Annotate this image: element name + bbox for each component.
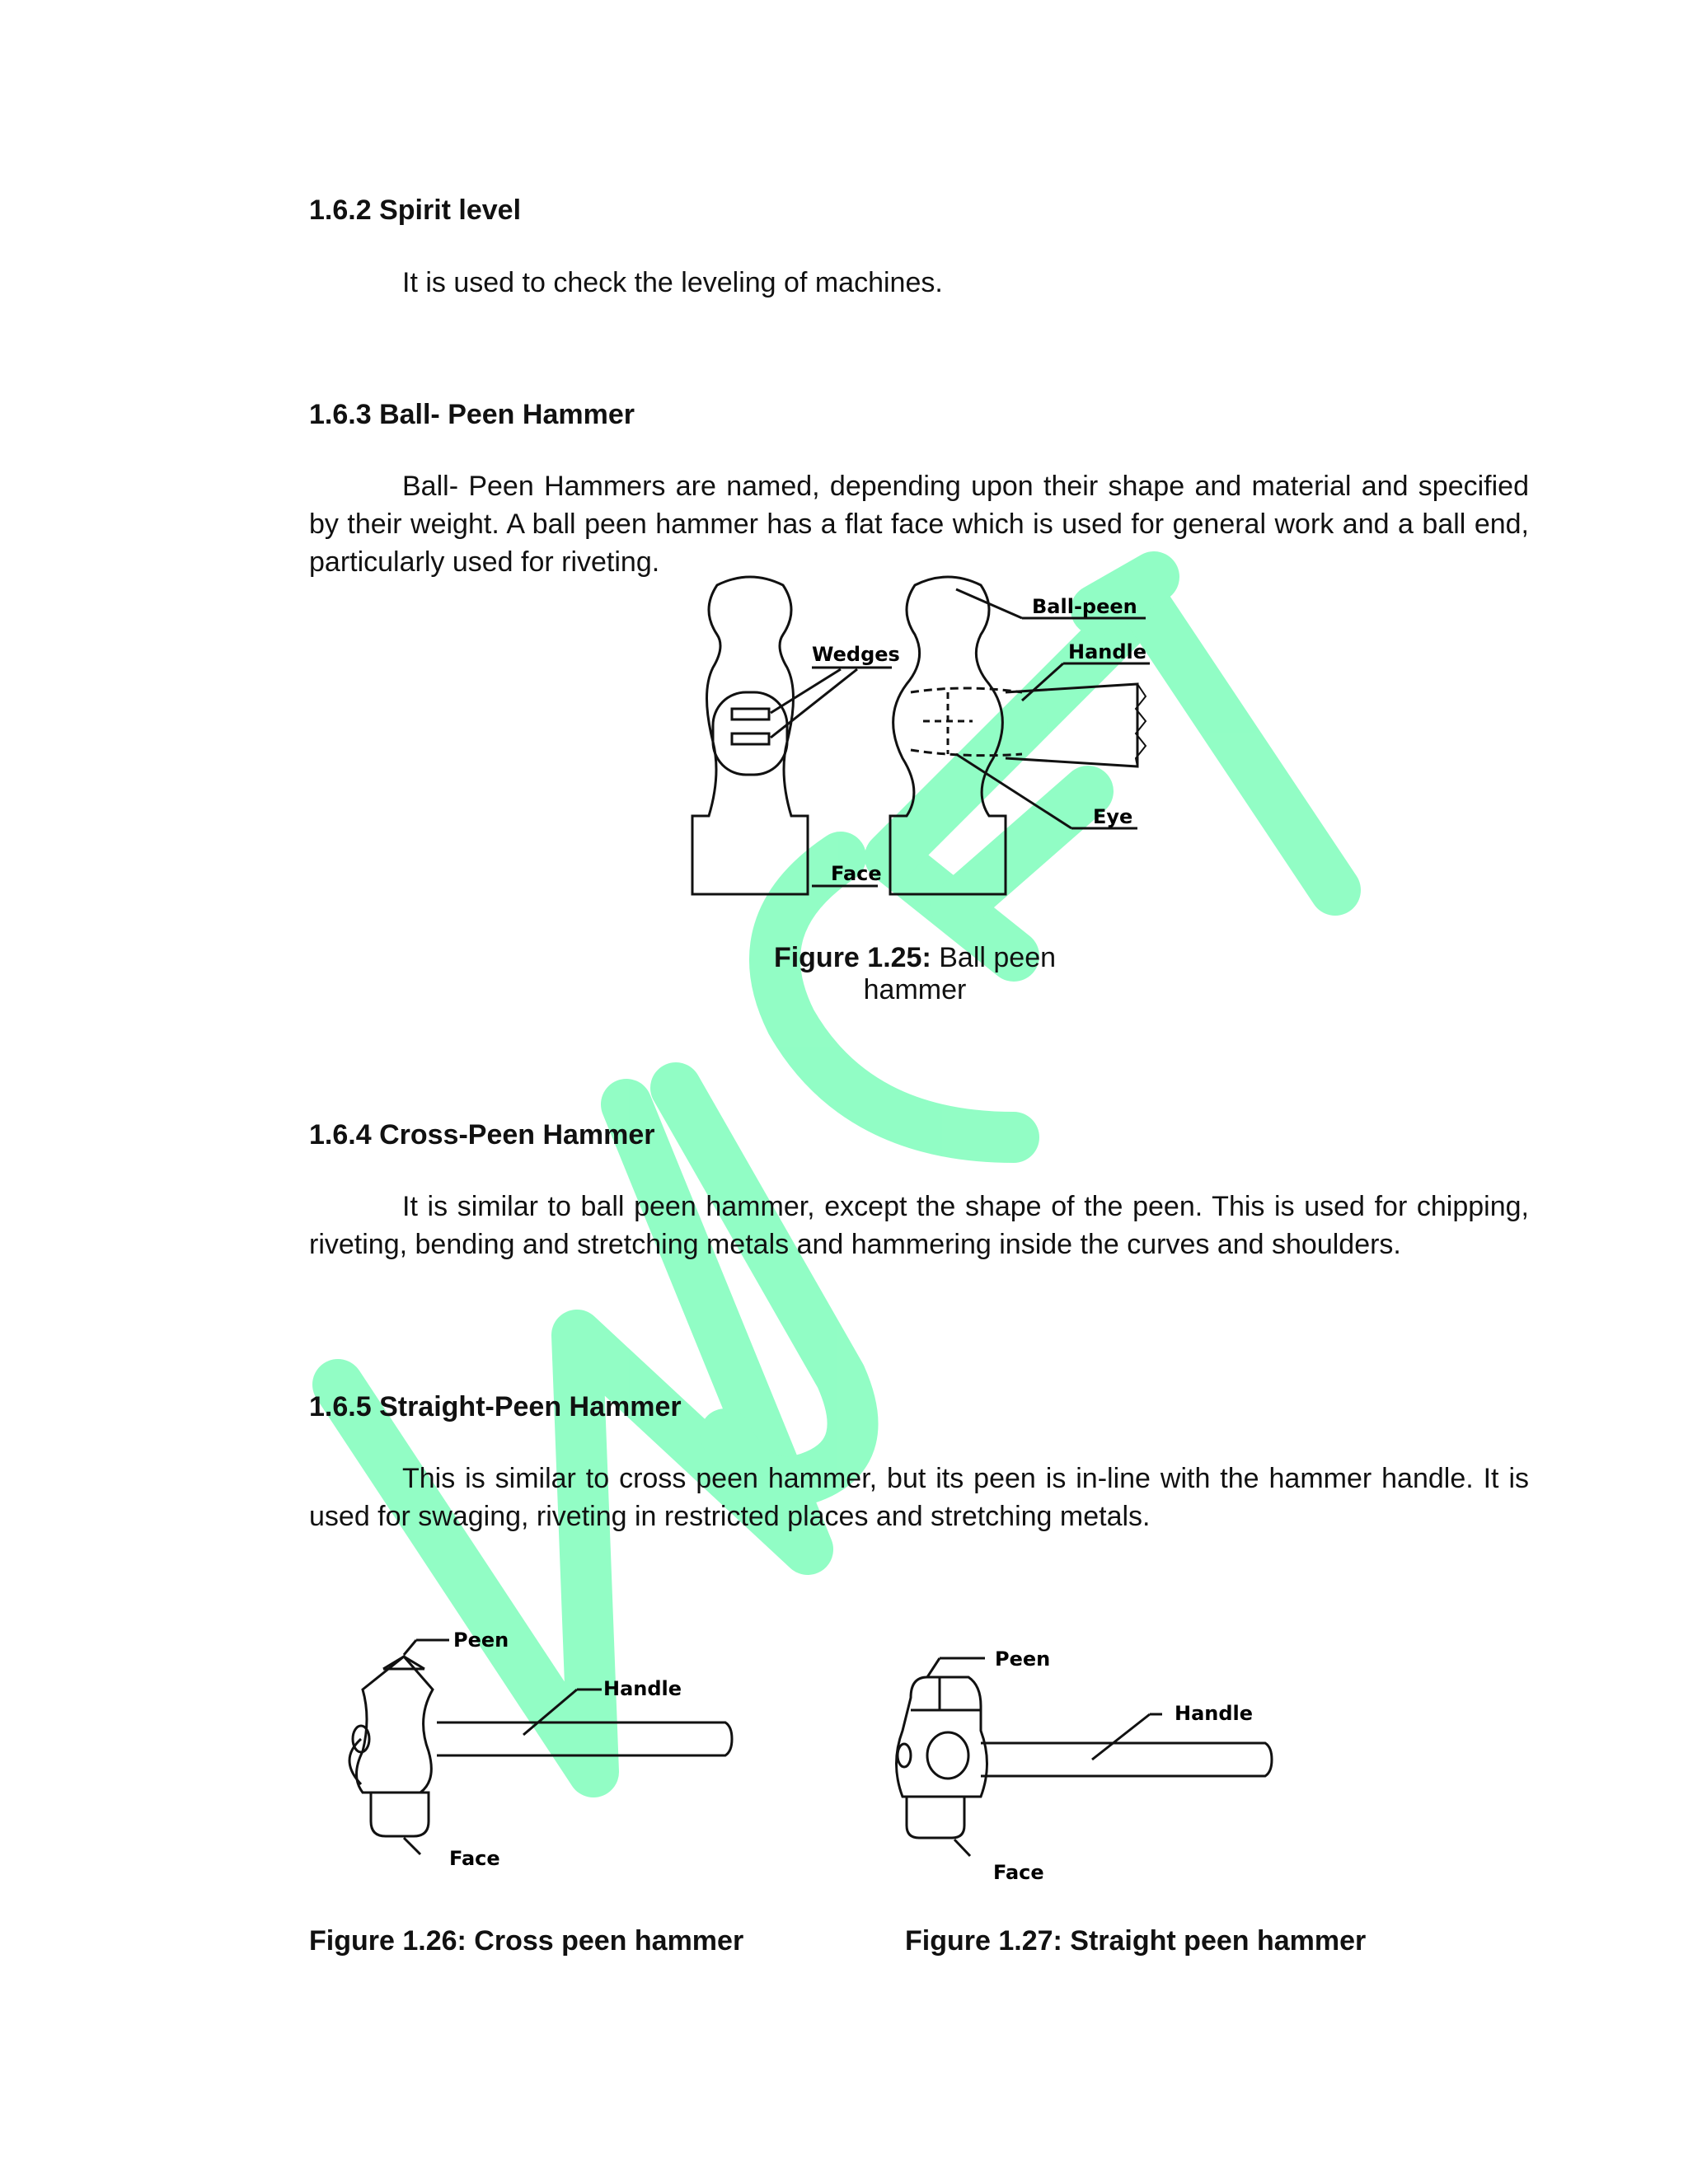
caption-text-line1: Ball peen — [939, 942, 1057, 973]
label-wedges: Wedges — [812, 643, 900, 666]
label-ball-peen: Ball-peen — [1032, 595, 1137, 618]
label-eye: Eye — [1093, 805, 1133, 828]
paragraph-spirit-level: It is used to check the leveling of machines. — [402, 267, 943, 298]
caption-figure-1-25 — [758, 942, 1071, 1006]
caption-figure-1-26: Figure 1.26: Cross peen hammer — [309, 1925, 744, 1957]
caption-text-line2: hammer — [863, 974, 967, 1005]
heading-1-6-2: 1.6.2 Spirit level — [309, 194, 522, 226]
label-handle: Handle — [603, 1677, 682, 1700]
figure-straight-peen-hammer — [878, 1640, 1290, 1887]
figure-ball-peen-hammer — [676, 569, 1170, 907]
caption-label: Figure 1.25: — [773, 942, 931, 973]
figure-cross-peen-hammer — [338, 1615, 750, 1879]
label-handle: Handle — [1175, 1702, 1254, 1725]
label-peen: Peen — [995, 1647, 1051, 1671]
paragraph-cross-peen: It is similar to ball peen hammer, except the shape of the peen. This is used for chipping, riveting, bending and stretching metals and hammering inside the curves and shoulders. — [309, 1191, 1529, 1260]
label-peen: Peen — [453, 1629, 509, 1652]
caption-figure-1-27: Figure 1.27: Straight peen hammer — [905, 1925, 1367, 1957]
label-handle: Handle — [1068, 640, 1147, 663]
heading-1-6-4: 1.6.4 Cross-Peen Hammer — [309, 1119, 655, 1151]
label-face: Face — [993, 1861, 1044, 1884]
paragraph-ball-peen: Ball- Peen Hammers are named, depending upon their shape and material and specified by their weight. A ball peen hammer has a flat face which is used for general work and a ball end, particularly used for riveting. — [309, 471, 1529, 578]
heading-1-6-5: 1.6.5 Straight-Peen Hammer — [309, 1391, 682, 1422]
label-face: Face — [449, 1847, 500, 1870]
label-face: Face — [831, 862, 882, 885]
heading-1-6-3: 1.6.3 Ball- Peen Hammer — [309, 399, 635, 430]
paragraph-straight-peen: This is similar to cross peen hammer, but its peen is in-line with the hammer handle. It is used for swaging, riveting in restricted places and stretching metals. — [309, 1463, 1529, 1532]
